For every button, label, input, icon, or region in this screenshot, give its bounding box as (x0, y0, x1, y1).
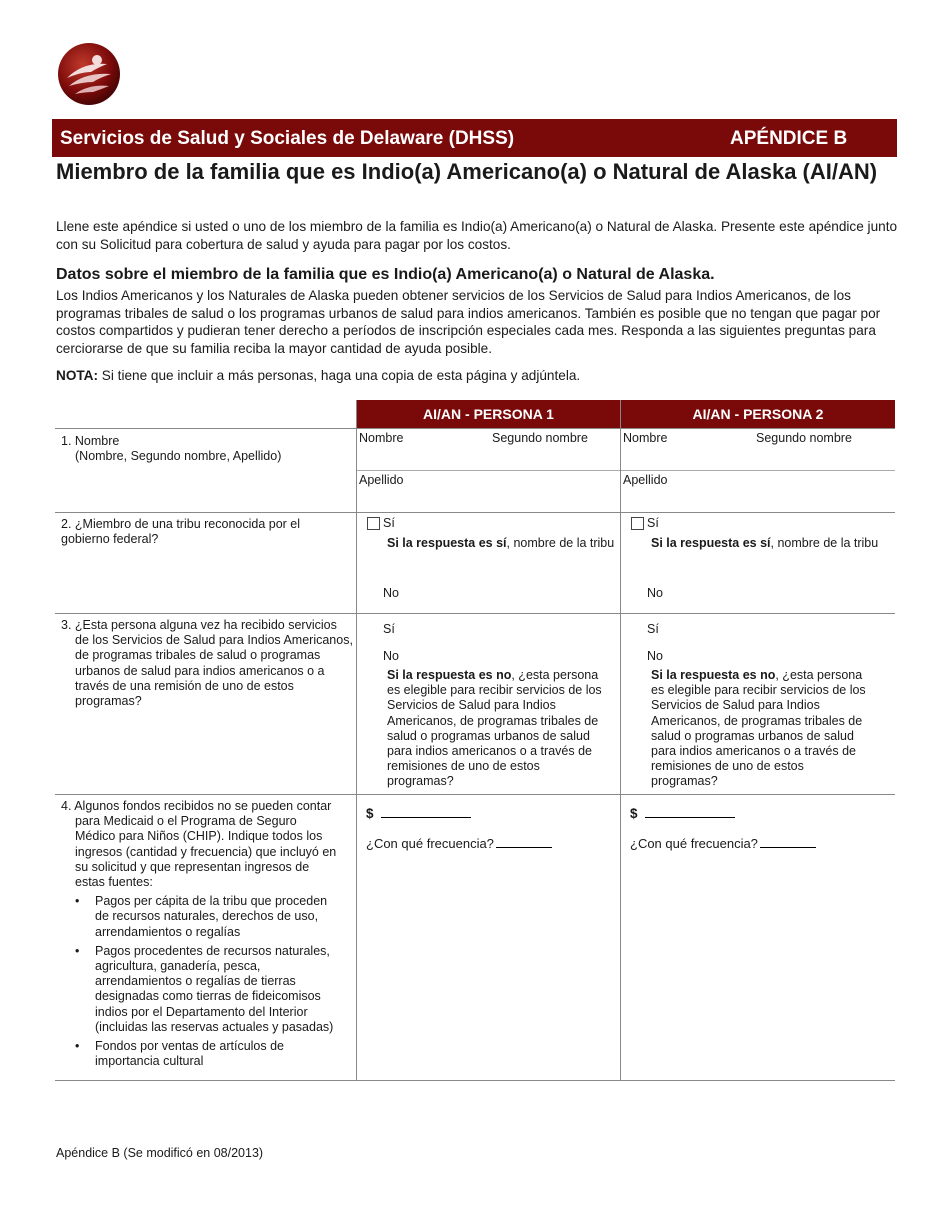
agency-name: Servicios de Salud y Sociales de Delaware (DHSS) (60, 128, 515, 149)
p2-q2-tribe-prompt-rest: , nombre de la tribu (770, 536, 879, 550)
intro-text: Llene este apéndice si usted o uno de los miembro de la familia es Indio(a) Americano(a) o Natural de Alaska. Presente este apéndice junto con su Solicitud para cobertura de salud y ayuda para pagar por los costos. (56, 219, 898, 252)
note-text: Si tiene que incluir a más personas, haga una copia de esta página y adjúntela. (98, 368, 581, 383)
dollar-sign: $ (630, 806, 638, 821)
bullet-icon: • (75, 894, 80, 909)
footer-note: Apéndice B (Se modificó en 08/2013) (56, 1146, 264, 1160)
dhss-logo (57, 42, 121, 106)
p2-first-name-label: Nombre (623, 431, 668, 445)
list-item: • Fondos por ventas de artículos de importancia cultural (75, 1039, 285, 1069)
p2-q2-tribe-prompt (651, 536, 878, 551)
p2-q3-followup-bold: Si la respuesta es no (651, 668, 776, 682)
question-1-label: 1. Nombre (61, 434, 120, 448)
bullet-icon: • (75, 943, 80, 958)
p1-middle-name-label: Segundo nombre (492, 431, 588, 445)
bullet-icon: • (75, 1039, 80, 1054)
row-divider (55, 512, 895, 513)
p1-q4-amount (366, 806, 471, 821)
p1-q2-no-label: No (383, 586, 399, 600)
p2-q3-yes-label: Sí (647, 622, 659, 636)
row-divider (357, 470, 895, 471)
p2-q4-frequency (630, 836, 816, 851)
p2-frequency-label: ¿Con qué frecuencia? (630, 836, 758, 851)
p1-q3-no-label: No (383, 649, 399, 663)
row-divider (55, 613, 895, 614)
p1-frequency-label: ¿Con qué frecuencia? (366, 836, 494, 851)
row-divider (55, 428, 895, 429)
list-item: • Pagos procedentes de recursos naturales, agricultura, ganadería, pesca, arrendamientos o regalías de tierras designadas como tierras de fideicomisos indios por el Departamento del Interior (incluidas las reservas actuales y pasadas) (75, 943, 334, 1034)
p1-q3-followup (387, 668, 609, 790)
p1-amount-field[interactable] (381, 817, 471, 818)
page-title: Miembro de la familia que es Indio(a) Americano(a) o Natural de Alaska (AI/AN) (56, 159, 878, 184)
column-header-person-2: AI/AN - PERSONA 2 (621, 400, 895, 428)
question-2-label: 2. ¿Miembro de una tribu reconocida por el gobierno federal? (61, 517, 301, 547)
p1-q4-frequency (366, 836, 552, 851)
p1-q2-yes-checkbox[interactable] (367, 517, 380, 530)
question-4-bullets (75, 894, 339, 1069)
note-label: NOTA: (56, 368, 99, 383)
p2-q2-no-label: No (647, 586, 663, 600)
row-divider (55, 1080, 895, 1081)
p1-last-name-label: Apellido (359, 473, 404, 487)
p2-q3-followup-rest: , ¿esta persona es elegible para recibir servicios de los Servicios de Salud para Indios Americanos, de programas tribales de salud o programas urbanos de salud para indios americanos o a través de remisiones de uno de estos programas? (651, 668, 866, 789)
question-1-sub: (Nombre, Segundo nombre, Apellido) (75, 449, 282, 464)
row-divider (55, 794, 895, 795)
p1-q2-tribe-prompt-rest: , nombre de la tribu (506, 536, 615, 550)
p1-q3-followup-rest: , ¿esta persona es elegible para recibir servicios de los Servicios de Salud para Indios Americanos, de programas tribales de salud o programas urbanos de salud para indios americanos o a través de remisiones de uno de estos programas? (387, 668, 602, 789)
note (56, 367, 901, 385)
p2-q3-followup (651, 668, 873, 790)
list-item: • Pagos per cápita de la tribu que proceden de recursos naturales, derechos de uso, arrendamientos o regalías (75, 894, 328, 939)
question-4-label: 4. Algunos fondos recibidos no se pueden contar para Medicaid o el Programa de Seguro Médico para Niños (CHIP). Indique todos los ingresos (cantidad y frecuencia) que incluyó en su solicitud y que representan ingresos de estas fuentes: (61, 799, 337, 890)
p1-q2-tribe-prompt-bold: Si la respuesta es sí (387, 536, 507, 550)
question-1 (61, 434, 346, 464)
p2-q2-yes-checkbox[interactable] (631, 517, 644, 530)
p2-q2-tribe-prompt-bold: Si la respuesta es sí (651, 536, 771, 550)
p2-frequency-field[interactable] (760, 847, 816, 848)
p1-first-name-label: Nombre (359, 431, 404, 445)
p1-q3-followup-bold: Si la respuesta es no (387, 668, 512, 682)
column-divider (620, 400, 621, 1081)
p2-q4-amount (630, 806, 735, 821)
p2-amount-field[interactable] (645, 817, 735, 818)
section-heading: Datos sobre el miembro de la familia que es Indio(a) Americano(a) o Natural de Alaska. (56, 266, 715, 283)
p1-q2-tribe-prompt (387, 536, 614, 551)
appendix-label: APÉNDICE B (730, 128, 848, 149)
p1-frequency-field[interactable] (496, 847, 552, 848)
question-3-label: 3. ¿Esta persona alguna vez ha recibido servicios de los Servicios de Salud para Indios Americanos, de programas tribales de salud o programas urbanos de salud para indios americanos o a través de una remisión de uno de estos programas? (61, 618, 353, 709)
column-header-person-1: AI/AN - PERSONA 1 (357, 400, 620, 428)
p2-q3-no-label: No (647, 649, 663, 663)
p2-q2-yes-label: Sí (647, 516, 659, 530)
question-4 (61, 799, 339, 1069)
p1-q2-yes-label: Sí (383, 516, 395, 530)
dollar-sign: $ (366, 806, 374, 821)
p2-middle-name-label: Segundo nombre (756, 431, 852, 445)
section-body: Los Indios Americanos y los Naturales de Alaska pueden obtener servicios de los Servicios de Salud para Indios Americanos, de los programas tribales de salud o los programas urbanos de salud para indios americanos. También es posible que no tengan que pagar por costos compartidos y pudieran tener derecho a períodos de inscripción especiales cada mes. Responda a las siguientes preguntas para cerciorarse de que su familia reciba la mayor cantidad de ayuda posible. (56, 288, 881, 356)
column-divider (356, 400, 357, 1081)
header-banner (52, 119, 897, 157)
p2-last-name-label: Apellido (623, 473, 668, 487)
p1-q3-yes-label: Sí (383, 622, 395, 636)
